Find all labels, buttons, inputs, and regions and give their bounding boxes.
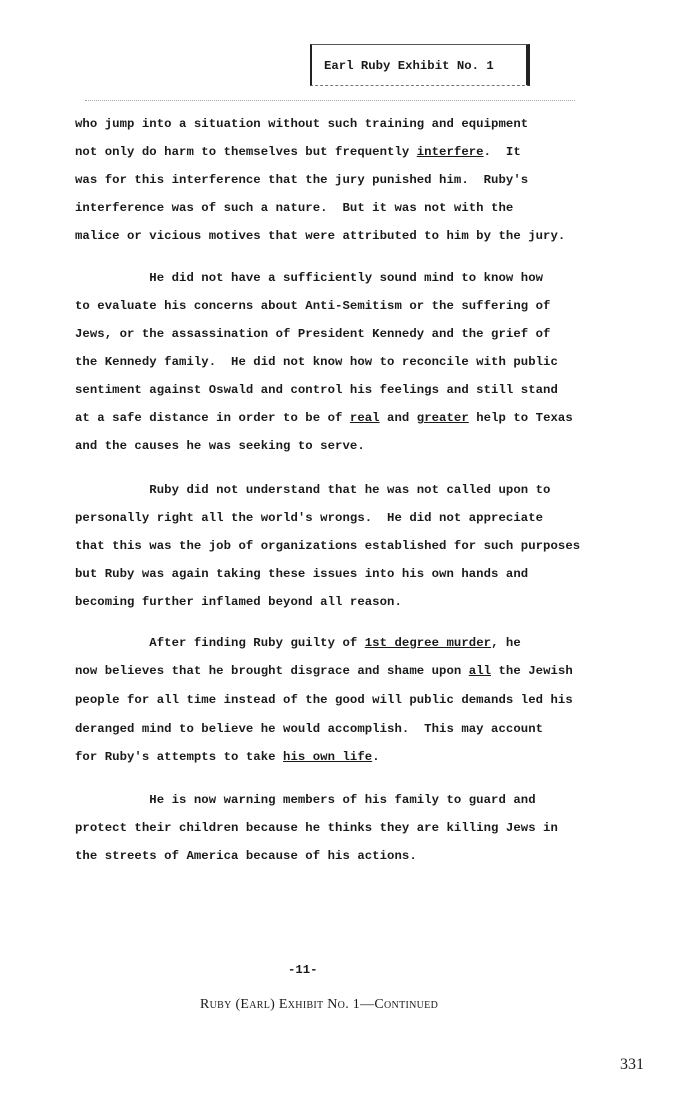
text-line (75, 439, 365, 453)
text-line (75, 511, 543, 525)
text-segment: help to Texas (468, 411, 573, 425)
exhibit-caption: Ruby (Earl) Exhibit No. 1—Continued (200, 997, 439, 1012)
text-line (75, 411, 573, 425)
text-segment: He is now warning members of his family to guard and (75, 793, 536, 807)
text-line (75, 117, 528, 131)
text-line (75, 483, 550, 497)
text-segment: interference was of such a nature. But it was not with the (75, 201, 514, 215)
text-line (75, 849, 417, 863)
text-segment: not only do harm to themselves but frequently (75, 145, 417, 159)
text-segment: at a safe distance in order to be of (75, 411, 350, 425)
underlined-text: real (349, 411, 380, 425)
text-line (75, 595, 402, 609)
text-line (75, 821, 558, 835)
text-line (75, 229, 565, 243)
text-segment: and the causes he was seeking to serve. (75, 439, 365, 453)
underlined-text: 1st degree murder (364, 636, 492, 650)
text-line (75, 299, 550, 313)
text-line (75, 750, 380, 764)
text-segment: for Ruby's attempts to take (75, 750, 284, 764)
text-line (75, 355, 558, 369)
text-segment: the streets of America because of his actions. (75, 849, 417, 863)
text-line (75, 722, 543, 736)
text-segment: malice or vicious motives that were attributed to him by the jury. (75, 229, 566, 243)
text-line (75, 664, 573, 678)
text-segment: was for this interference that the jury punished him. Ruby's (75, 173, 529, 187)
underlined-text: all (468, 664, 492, 678)
text-segment: personally right all the world's wrongs. He did not appreciate (75, 511, 544, 525)
text-segment: becoming further inflamed beyond all reason. (75, 595, 402, 609)
text-segment: the Jewish (491, 664, 573, 678)
text-segment: sentiment against Oswald and control his feelings and still stand (75, 383, 558, 397)
text-segment: that this was the job of organizations established for such purposes (75, 539, 581, 553)
text-line (75, 327, 550, 341)
text-line (75, 693, 573, 707)
text-line (75, 173, 528, 187)
text-line (75, 567, 528, 581)
text-segment: protect their children because he thinks they are killing Jews in (75, 821, 558, 835)
text-segment: who jump into a situation without such training and equipment (75, 117, 529, 131)
text-segment: the Kennedy family. He did not know how to reconcile with public (75, 355, 558, 369)
text-segment: to evaluate his concerns about Anti-Semitism or the suffering of (75, 299, 551, 313)
text-line (75, 145, 521, 159)
exhibit-stamp (310, 44, 530, 86)
underlined-text: interfere (416, 145, 484, 159)
text-segment: . It (483, 145, 521, 159)
text-segment: . (372, 750, 380, 764)
divider (85, 100, 575, 101)
page-number: -11- (288, 963, 318, 977)
text-segment: Ruby did not understand that he was not called upon to (75, 483, 551, 497)
text-line (75, 383, 558, 397)
text-segment: and (379, 411, 417, 425)
text-segment: After finding Ruby guilty of (75, 636, 365, 650)
folio-number: 331 (620, 1056, 644, 1073)
text-segment: He did not have a sufficiently sound mind to know how (75, 271, 544, 285)
text-line (75, 201, 513, 215)
text-segment: , he (491, 636, 521, 650)
underlined-text: greater (416, 411, 469, 425)
text-segment: Jews, or the assassination of President Kennedy and the grief of (75, 327, 551, 341)
text-line (75, 539, 580, 553)
text-segment: deranged mind to believe he would accomplish. This may account (75, 722, 544, 736)
text-line (75, 636, 521, 650)
text-segment: but Ruby was again taking these issues into his own hands and (75, 567, 529, 581)
exhibit-label: Earl Ruby Exhibit No. 1 (324, 59, 494, 73)
text-segment: now believes that he brought disgrace and shame upon (75, 664, 469, 678)
underlined-text: his own life (283, 750, 373, 764)
text-line (75, 271, 543, 285)
text-line (75, 793, 536, 807)
text-segment: people for all time instead of the good will public demands led his (75, 693, 573, 707)
